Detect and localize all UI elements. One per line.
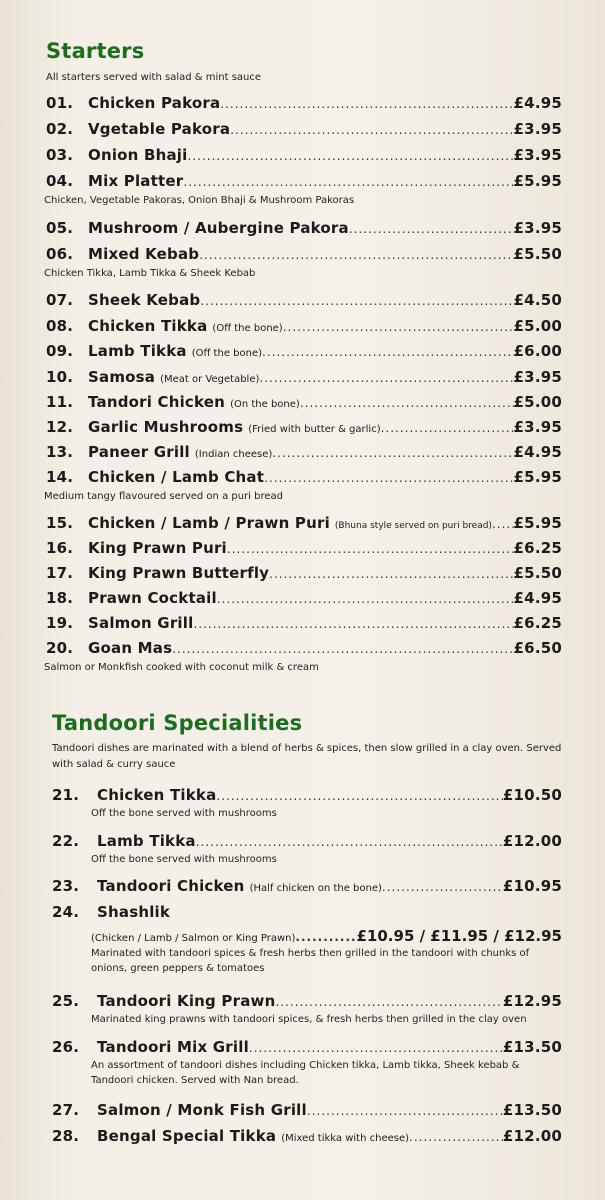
item-price: £6.00 (513, 342, 562, 360)
dot-leader (200, 289, 513, 313)
menu-item (52, 1124, 562, 1148)
item-note: (Off the bone) (212, 323, 283, 334)
item-name: Mixed Kebab (88, 245, 200, 263)
item-price: £6.25 (513, 539, 562, 557)
item-name: Bengal Special Tikka (97, 1127, 277, 1145)
menu-item (52, 874, 562, 898)
item-description: Chicken, Vegetable Pakoras, Onion Bhaji & Mushroom Pakoras (44, 195, 355, 206)
item-name: Lamb Tikka (97, 832, 196, 850)
item-price: £6.50 (513, 639, 562, 657)
item-price: £5.95 (513, 172, 562, 190)
item-price: £12.95 (502, 992, 562, 1010)
item-price: £5.95 (513, 514, 562, 532)
menu-item (46, 465, 562, 489)
item-name: Tandoori Mix Grill (97, 1038, 249, 1056)
dot-leader (217, 587, 514, 611)
dot-leader (259, 366, 513, 390)
item-description: Marinated king prawns with tandoori spices, & fresh herbs then grilled in the clay oven (91, 1014, 527, 1025)
item-number: 12. (46, 418, 74, 436)
item-number: 24. (52, 903, 80, 921)
item-name: Chicken Pakora (88, 94, 221, 112)
menu-item (52, 989, 562, 1013)
item-number: 25. (52, 992, 80, 1010)
item-name: Vgetable Pakora (88, 120, 231, 138)
item-name: Chicken / Lamb Chat (88, 468, 265, 486)
tandoori-title: Tandoori Specialities (52, 711, 303, 735)
item-name: Tandoori Chicken (97, 877, 245, 895)
menu-item (52, 1035, 562, 1059)
menu-item (46, 586, 562, 610)
item-note: (Indian cheese) (194, 449, 273, 460)
dot-leader (172, 637, 513, 661)
item-number: 07. (46, 291, 74, 309)
item-name: Chicken Tikka (88, 317, 208, 335)
item-name: Shashlik (97, 903, 171, 921)
item-name: Sheek Kebab (88, 291, 201, 309)
dot-leader (216, 784, 502, 808)
item-name: Paneer Grill (88, 443, 190, 461)
item-number: 15. (46, 514, 74, 532)
item-name: Mushroom / Aubergine Pakora (88, 219, 349, 237)
item-number: 08. (46, 317, 74, 335)
item-price: £12.00 (502, 1127, 562, 1145)
item-price: £10.50 (502, 786, 562, 804)
item-number: 05. (46, 219, 74, 237)
item-price: £5.00 (513, 317, 562, 335)
item-price: £5.95 (513, 468, 562, 486)
item-description: Salmon or Monkfish cooked with coconut milk & cream (44, 662, 319, 673)
item-number: 10. (46, 368, 74, 386)
menu-item (46, 415, 562, 439)
item-number: 27. (52, 1101, 80, 1119)
item-name: Onion Bhaji (88, 146, 188, 164)
item-number: 16. (46, 539, 74, 557)
menu-item (46, 365, 562, 389)
menu-item (46, 511, 562, 535)
menu-item (52, 829, 562, 853)
dot-leader (295, 926, 356, 948)
item-price: £4.50 (513, 291, 562, 309)
item-number: 06. (46, 245, 74, 263)
dot-leader (188, 144, 514, 168)
item-description: Medium tangy flavoured served on a puri bread (44, 491, 283, 502)
item-number: 22. (52, 832, 80, 850)
item-description: Marinated with tandoori spices & fresh herbs then grilled in the tandoori with chunks of onions, green peppers & tomatoes (91, 948, 530, 974)
dot-leader (199, 243, 513, 267)
menu-item (46, 288, 562, 312)
item-name: King Prawn Puri (88, 539, 227, 557)
item-name: Prawn Cocktail (88, 589, 217, 607)
menu-item (46, 216, 562, 240)
menu-item (46, 143, 562, 167)
item-price: £10.95 / £11.95 / £12.95 (356, 927, 562, 945)
item-note: (Meat or Vegetable) (160, 374, 260, 385)
item-name: Tandori Chicken (88, 393, 226, 411)
item-price: £10.95 (502, 877, 562, 895)
item-number: 23. (52, 877, 80, 895)
dot-leader (227, 537, 514, 561)
item-number: 28. (52, 1127, 80, 1145)
menu-item (46, 536, 562, 560)
item-price: £5.50 (513, 564, 562, 582)
item-number: 13. (46, 443, 74, 461)
menu-item (46, 561, 562, 585)
dot-leader (220, 92, 513, 116)
item-name: Lamb Tikka (88, 342, 187, 360)
item-number: 18. (46, 589, 74, 607)
item-price: £5.00 (513, 393, 562, 411)
item-number: 09. (46, 342, 74, 360)
item-name: Mix Platter (88, 172, 184, 190)
dot-leader (283, 315, 514, 339)
item-name: Tandoori King Prawn (97, 992, 276, 1010)
item-name: Chicken Tikka (97, 786, 217, 804)
item-price: £4.95 (513, 589, 562, 607)
item-number: 19. (46, 614, 74, 632)
item-number: 14. (46, 468, 74, 486)
menu-item (46, 339, 562, 363)
dot-leader (382, 875, 503, 899)
menu-item (46, 314, 562, 338)
item-name: Garlic Mushrooms (88, 418, 244, 436)
item-number: 02. (46, 120, 74, 138)
dot-leader (300, 391, 514, 415)
dot-leader (275, 990, 502, 1014)
item-price: £4.95 (513, 94, 562, 112)
item-price: £3.95 (513, 368, 562, 386)
menu-item (46, 611, 562, 635)
menu-item (52, 900, 562, 924)
item-price: £13.50 (502, 1101, 562, 1119)
dot-leader (262, 340, 514, 364)
dot-leader (269, 562, 513, 586)
item-name: Chicken / Lamb / Prawn Puri (88, 514, 330, 532)
item-description: An assortment of tandoori dishes including Chicken tikka, Lamb tikka, Sheek kebab & Tandoori chicken. Served with Nan bread. (91, 1060, 520, 1086)
item-note: (Fried with butter & garlic) (248, 424, 381, 435)
item-description: Off the bone served with mushrooms (91, 854, 277, 865)
starters-subtitle: All starters served with salad & mint sauce (46, 72, 262, 83)
item-name: King Prawn Butterfly (88, 564, 270, 582)
item-name: Samosa (88, 368, 156, 386)
item-note: (On the bone) (230, 399, 300, 410)
item-price: £4.95 (513, 443, 562, 461)
item-price: £12.00 (502, 832, 562, 850)
dot-leader (307, 1099, 503, 1123)
item-name: Goan Mas (88, 639, 173, 657)
item-number: 01. (46, 94, 74, 112)
dot-leader (272, 441, 513, 465)
item-note: (Chicken / Lamb / Salmon or King Prawn) (91, 933, 296, 944)
item-number: 20. (46, 639, 74, 657)
item-price: £3.95 (513, 146, 562, 164)
item-description: Off the bone served with mushrooms (91, 808, 277, 819)
item-description: Chicken Tikka, Lamb Tikka & Sheek Kebab (44, 268, 256, 279)
item-name: Salmon / Monk Fish Grill (97, 1101, 307, 1119)
item-note: (Bhuna style served on puri bread) (334, 521, 492, 531)
item-number: 26. (52, 1038, 80, 1056)
item-number: 17. (46, 564, 74, 582)
dot-leader (492, 512, 514, 536)
dot-leader (409, 1125, 503, 1149)
item-price: £3.95 (513, 219, 562, 237)
dot-leader (196, 830, 503, 854)
dot-leader (349, 217, 514, 241)
menu-item (46, 169, 562, 193)
item-number: 03. (46, 146, 74, 164)
tandoori-subtitle: Tandoori dishes are marinated with a blend of herbs & spices, then slow grilled in a clay oven. Served with salad & curry sauce (52, 743, 562, 770)
dot-leader (264, 466, 513, 490)
item-price: £13.50 (502, 1038, 562, 1056)
item-price: £5.50 (513, 245, 562, 263)
item-number: 04. (46, 172, 74, 190)
item-note: (Mixed tikka with cheese) (281, 1133, 410, 1144)
item-note: (Off the bone) (191, 348, 263, 359)
item-name: Salmon Grill (88, 614, 194, 632)
menu-item (46, 390, 562, 414)
menu-item (46, 440, 562, 464)
item-price: £3.95 (513, 418, 562, 436)
dot-leader (230, 118, 513, 142)
menu-item (52, 1098, 562, 1122)
shashlik-price-row (91, 925, 562, 947)
item-note: (Half chicken on the bone) (249, 883, 382, 894)
menu-item (52, 783, 562, 807)
menu-item (46, 636, 562, 660)
menu-item (46, 91, 562, 115)
item-price: £3.95 (513, 120, 562, 138)
item-price: £6.25 (513, 614, 562, 632)
starters-title: Starters (46, 39, 145, 63)
menu-item (46, 117, 562, 141)
menu-item (46, 242, 562, 266)
item-number: 11. (46, 393, 74, 411)
dot-leader (249, 1036, 503, 1060)
dot-leader (193, 612, 513, 636)
item-number: 21. (52, 786, 80, 804)
dot-leader (183, 170, 513, 194)
dot-leader (381, 416, 514, 440)
